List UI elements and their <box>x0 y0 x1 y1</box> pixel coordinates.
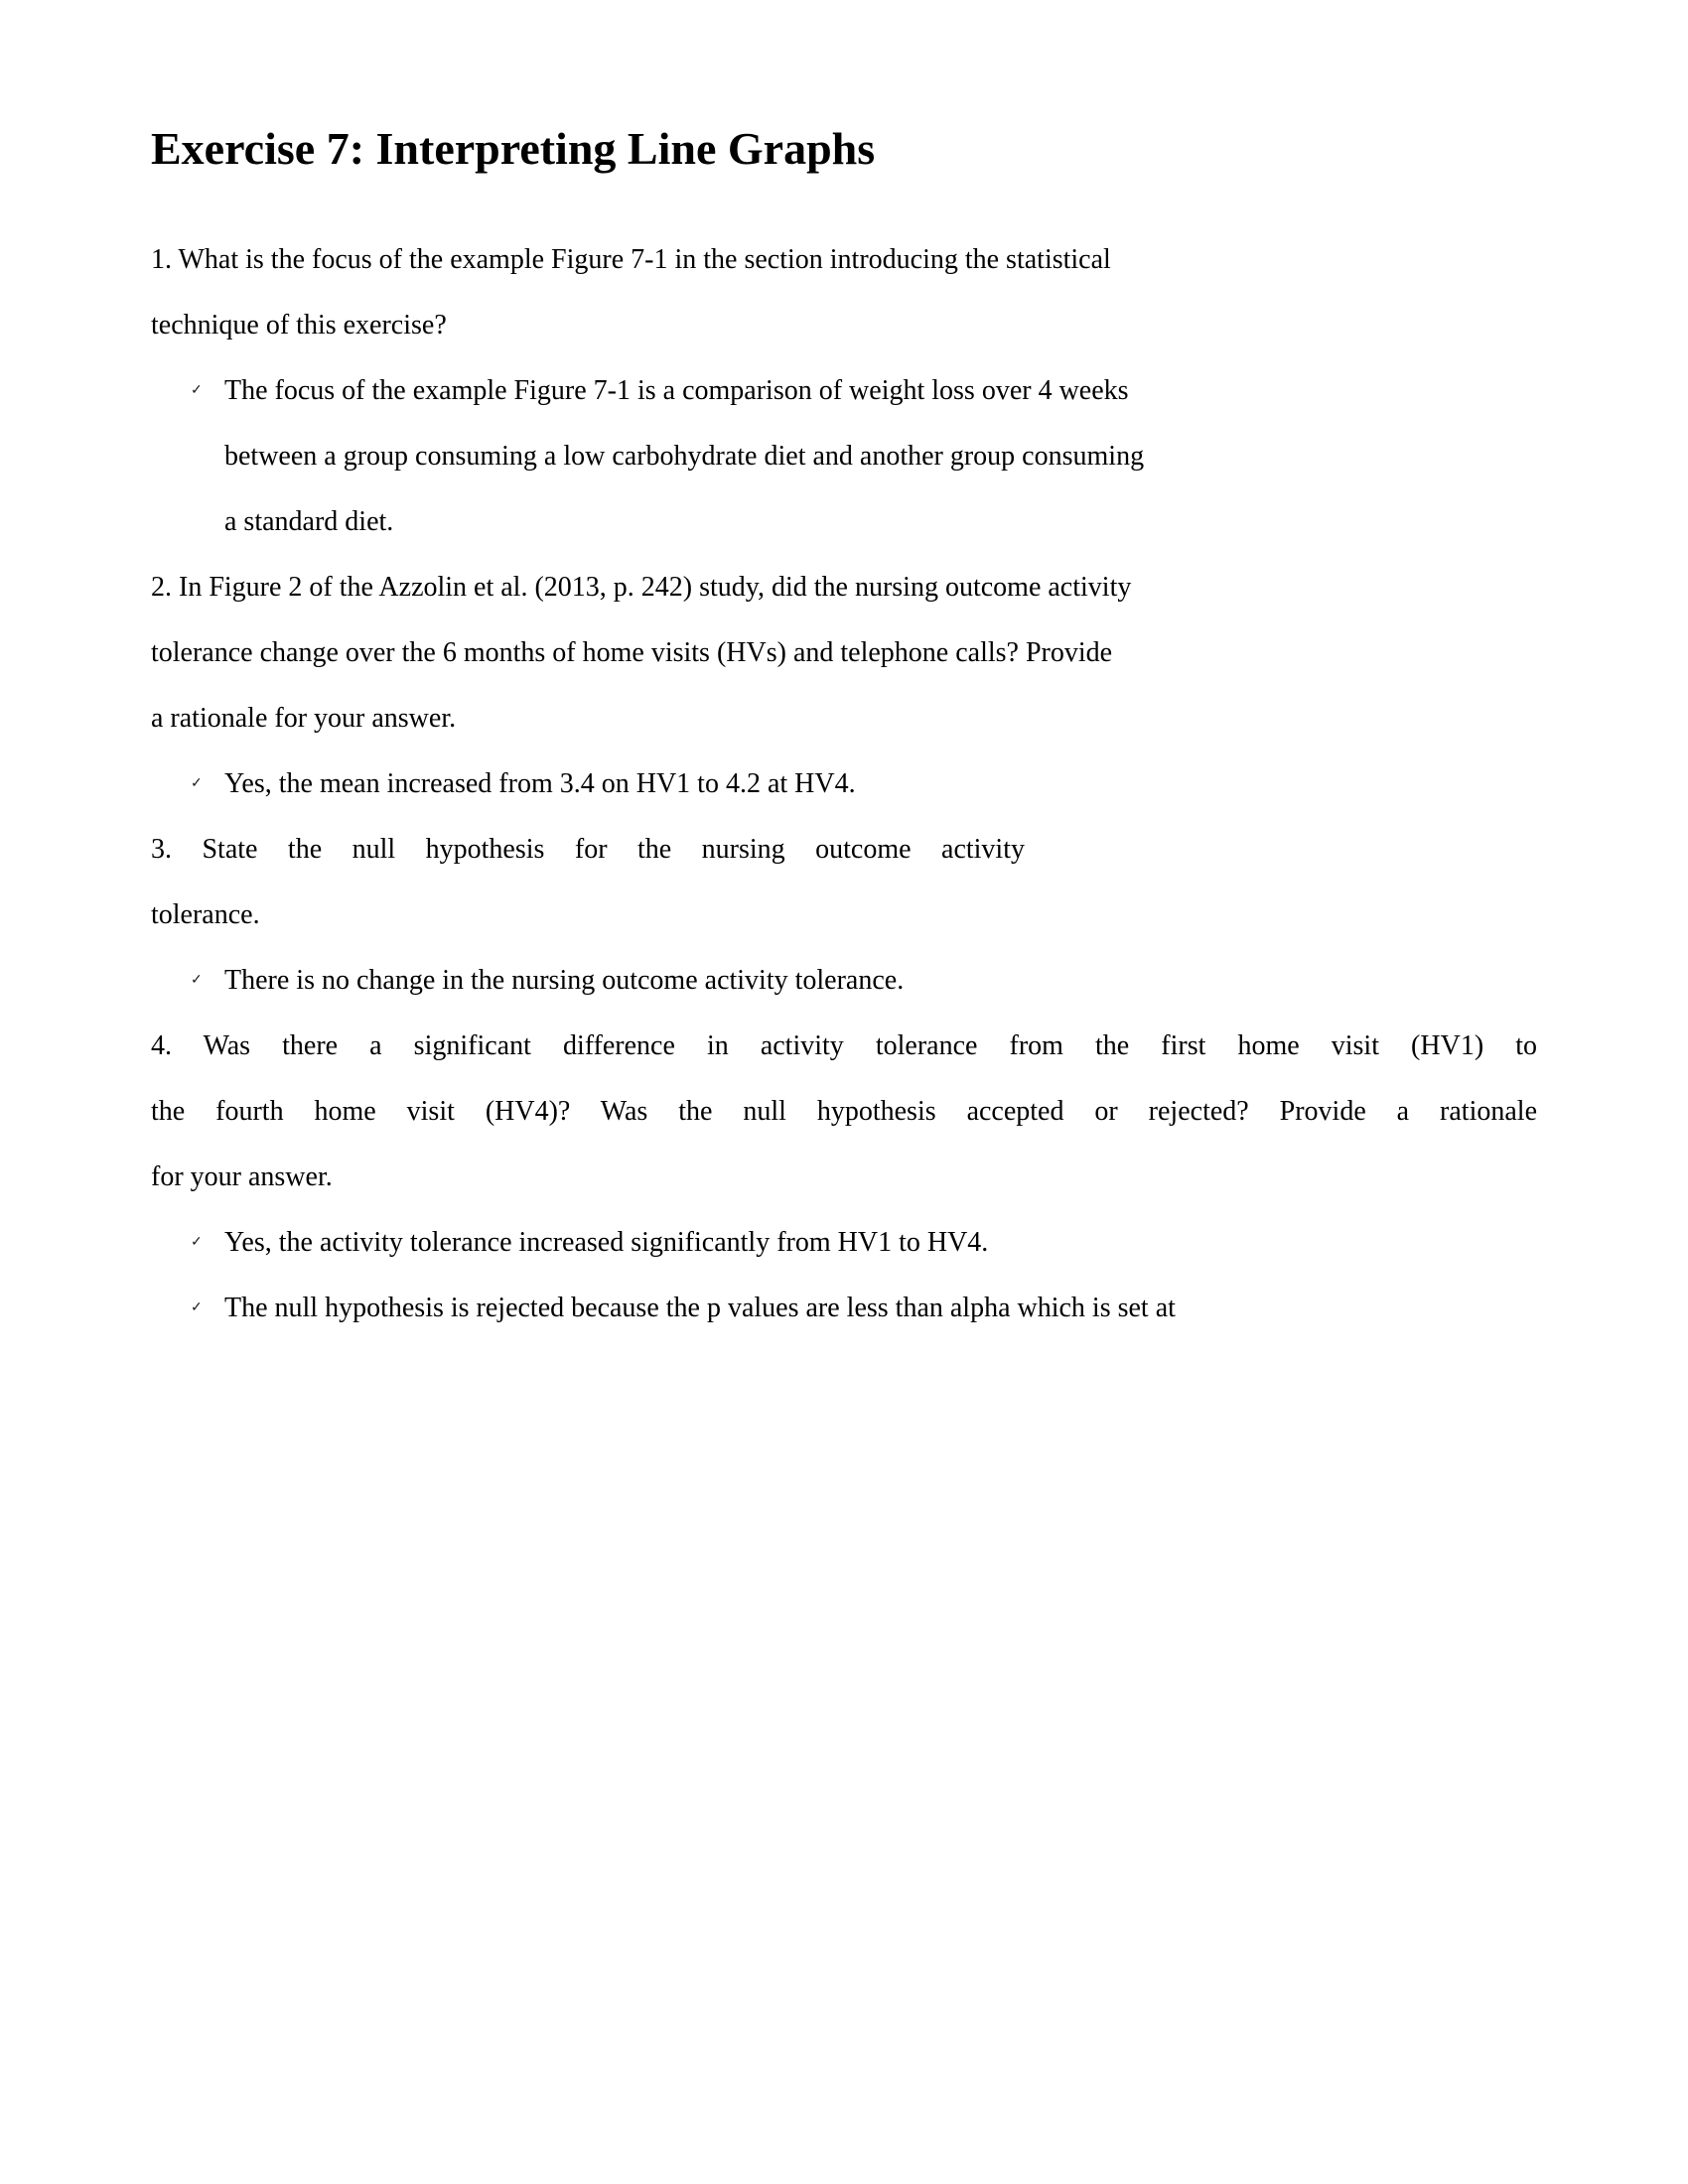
check-bullet-icon: ✓ <box>191 776 203 792</box>
answer-1-line-1 <box>151 358 1537 424</box>
answer-1 <box>151 358 1537 555</box>
page-title: Exercise 7: Interpreting Line Graphs <box>151 123 876 174</box>
question-3-line-2: tolerance. <box>151 899 260 931</box>
answer-3 <box>151 948 1537 1014</box>
question-1-line-2: technique of this exercise? <box>151 310 447 341</box>
question-1-line-1: 1. What is the focus of the example Figure 7-1 in the section introducing the statistical <box>151 244 1111 276</box>
answer-4 <box>151 1210 1537 1276</box>
answer-text: Yes, the activity tolerance increased significantly from HV1 to HV4. <box>224 1227 989 1259</box>
check-bullet-icon: ✓ <box>191 383 203 399</box>
question-4-line-1: 4. Was there a significant difference in activity tolerance from the first home visit (HV1) to <box>151 1030 1537 1062</box>
answer-text: There is no change in the nursing outcome activity tolerance. <box>224 965 905 997</box>
document-content <box>151 121 1537 1341</box>
question-3 <box>151 817 1537 948</box>
question-1 <box>151 227 1537 358</box>
answer-3-line-1 <box>151 948 1537 1014</box>
answer-text: between a group consuming a low carbohydrate diet and another group consuming <box>224 441 1145 473</box>
question-2-line-2: tolerance change over the 6 months of home visits (HVs) and telephone calls? Provide <box>151 637 1113 669</box>
answer-5-line-1 <box>151 1276 1537 1341</box>
question-4-line-2: the fourth home visit (HV4)? Was the null hypothesis accepted or rejected? Provide a rationale <box>151 1096 1537 1128</box>
answer-text: Yes, the mean increased from 3.4 on HV1 to 4.2 at HV4. <box>224 768 856 800</box>
answer-text: The null hypothesis is rejected because the p values are less than alpha which is set at <box>224 1293 1176 1324</box>
answer-text: The focus of the example Figure 7-1 is a comparison of weight loss over 4 weeks <box>224 375 1129 407</box>
check-bullet-icon: ✓ <box>191 1235 203 1251</box>
question-4 <box>151 1014 1537 1210</box>
question-2-line-3: a rationale for your answer. <box>151 703 457 735</box>
question-4-line-3: for your answer. <box>151 1161 333 1193</box>
answer-2-line-1 <box>151 751 1537 817</box>
question-3-line-1: 3. State the null hypothesis for the nursing outcome activity <box>151 834 1025 866</box>
answer-4-line-1 <box>151 1210 1537 1276</box>
answer-2 <box>151 751 1537 817</box>
answer-1-line-2 <box>151 424 1537 489</box>
answer-5 <box>151 1276 1537 1341</box>
check-bullet-icon: ✓ <box>191 973 203 989</box>
answer-1-line-3 <box>151 489 1537 555</box>
answer-text: a standard diet. <box>224 506 394 538</box>
question-2 <box>151 555 1537 751</box>
check-bullet-icon: ✓ <box>191 1300 203 1316</box>
question-2-line-1: 2. In Figure 2 of the Azzolin et al. (2013, p. 242) study, did the nursing outcome activity <box>151 572 1132 604</box>
